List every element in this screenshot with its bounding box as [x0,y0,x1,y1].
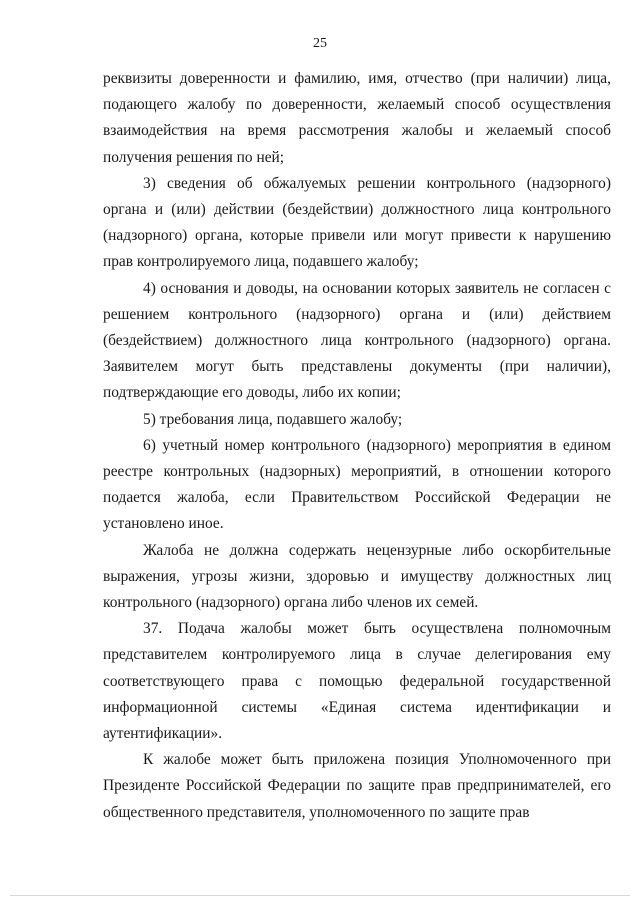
paragraph-clause-37: 37. Подача жалобы может быть осуществлена полномочным представителем контролируемого лица в случае делегирования ему соответствующего права с помощью федеральной государственной информационной системы «Единая система идентификации и аутентификации». [103,620,611,743]
paragraph-item-3: 3) сведения об обжалуемых решении контрольного (надзорного) органа и (или) действии (бездействии) должностного лица контрольного (надзорного) органа, которые привели или могут привести к нарушению прав контролируемого лица, подавшего жалобу; [103,174,611,271]
paragraph-ombudsman: К жалобе может быть приложена позиция Уполномоченного при Президенте Российской Федерации по защите прав предпринимателей, его общественного представителя, уполномоченного по защите прав [103,751,611,821]
bottom-divider [10,895,630,896]
paragraph-item-4: 4) основания и доводы, на основании которых заявитель не согласен с решением контрольного (надзорного) органа и (или) действием (бездействием) должностного лица контрольного (надзорного) органа. Заявителем могут быть представлены документы (при наличии), подтверждающие его доводы, либо их копии; [103,279,611,402]
paragraph-no-obscene: Жалоба не должна содержать нецензурные либо оскорбительные выражения, угрозы жизни, здоровью и имуществу должностных лиц контрольного (надзорного) органа либо членов их семей. [103,541,611,612]
paragraph-item-6: 6) учетный номер контрольного (надзорного) мероприятия в едином реестре контрольных (надзорных) мероприятий, в отношении которого подается жалоба, если Правительством Российской Федерации не установлено иное. [103,436,611,533]
document-body [103,66,611,826]
page-number: 25 [313,36,327,51]
paragraph-continuation: реквизиты доверенности и фамилию, имя, отчество (при наличии) лица, подающего жалобу по доверенности, желаемый способ осуществления взаимодействия на время рассмотрения жалобы и желаемый способ получения решения по ней; [103,70,611,166]
paragraph-item-5: 5) требования лица, подавшего жалобу; [143,410,403,428]
